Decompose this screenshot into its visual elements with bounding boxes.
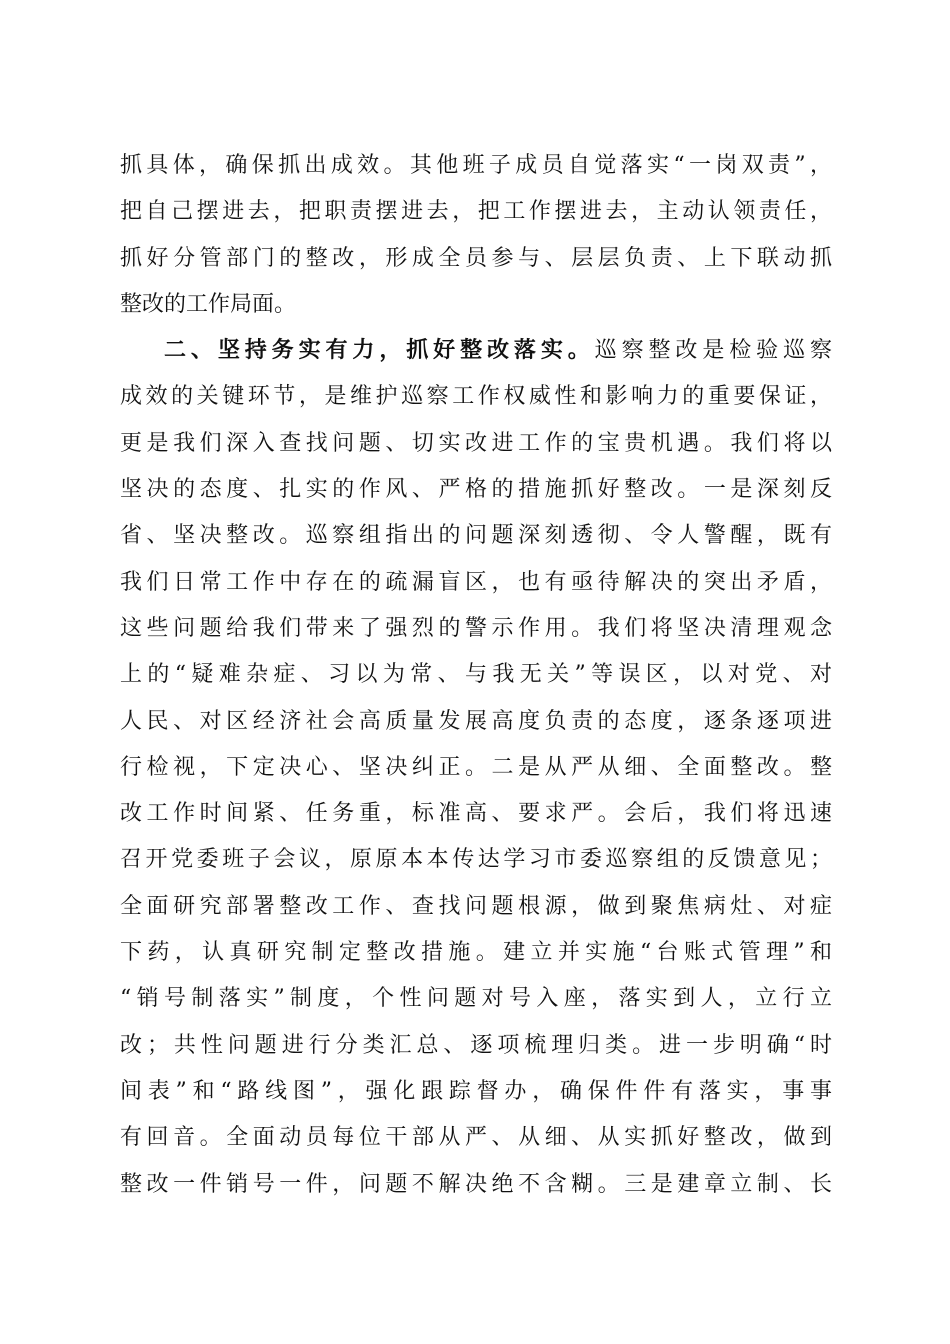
text-line: 成效的关键环节，是维护巡察工作权威性和影响力的重要保证， [120, 384, 832, 410]
text-line: 省、坚决整改。巡察组指出的问题深刻透彻、令人警醒，既有 [120, 523, 832, 549]
text-line: 更是我们深入查找问题、切实改进工作的宝贵机遇。我们将以 [120, 430, 832, 456]
text-line: 间表”和“路线图”，强化跟踪督办，确保件件有落实，事事 [120, 1078, 832, 1104]
paragraph-2-first-line [120, 328, 832, 374]
text-line: “销号制落实”制度，个性问题对号入座，落实到人，立行立 [120, 986, 832, 1012]
text-line: 我们日常工作中存在的疏漏盲区，也有亟待解决的突出矛盾， [120, 569, 832, 595]
text-line: 行检视，下定决心、坚决纠正。二是从严从细、全面整改。整 [120, 754, 832, 780]
text-line: 改；共性问题进行分类汇总、逐项梳理归类。进一步明确“时 [120, 1032, 832, 1058]
text-line: 这些问题给我们带来了强烈的警示作用。我们将坚决清理观念 [120, 615, 832, 641]
text-line: 下药，认真研究制定整改措施。建立并实施“台账式管理”和 [120, 940, 832, 966]
text-line: 整改一件销号一件，问题不解决绝不含糊。三是建章立制、长 [120, 1171, 832, 1197]
text-line: 召开党委班子会议，原原本本传达学习市委巡察组的反馈意见； [120, 847, 832, 873]
text-line: 抓好分管部门的整改，形成全员参与、层层负责、上下联动抓 [120, 245, 832, 271]
text-line: 整改的工作局面。 [120, 291, 297, 317]
section-heading: 二、坚持务实有力，抓好整改落实。 [164, 338, 595, 364]
text-line: 有回音。全面动员每位干部从严、从细、从实抓好整改，做到 [120, 1125, 832, 1151]
text-line: 抓具体，确保抓出成效。其他班子成员自觉落实“一岗双责”， [120, 153, 832, 178]
text-line: 把自己摆进去，把职责摆进去，把工作摆进去，主动认领责任， [120, 199, 832, 225]
text-line: 上的“疑难杂症、习以为常、与我无关”等误区，以对党、对 [120, 662, 832, 688]
paragraph-2 [120, 328, 832, 1208]
paragraph-1 [120, 143, 832, 328]
text-run: 巡察整改是检验巡察 [594, 338, 832, 364]
text-line: 人民、对区经济社会高质量发展高度负责的态度，逐条逐项进 [120, 708, 832, 734]
document-body [120, 143, 832, 1208]
text-line: 全面研究部署整改工作、查找问题根源，做到聚焦病灶、对症 [120, 893, 832, 919]
text-line: 坚决的态度、扎实的作风、严格的措施抓好整改。一是深刻反 [120, 477, 832, 503]
text-line: 改工作时间紧、任务重，标准高、要求严。会后，我们将迅速 [120, 801, 832, 827]
